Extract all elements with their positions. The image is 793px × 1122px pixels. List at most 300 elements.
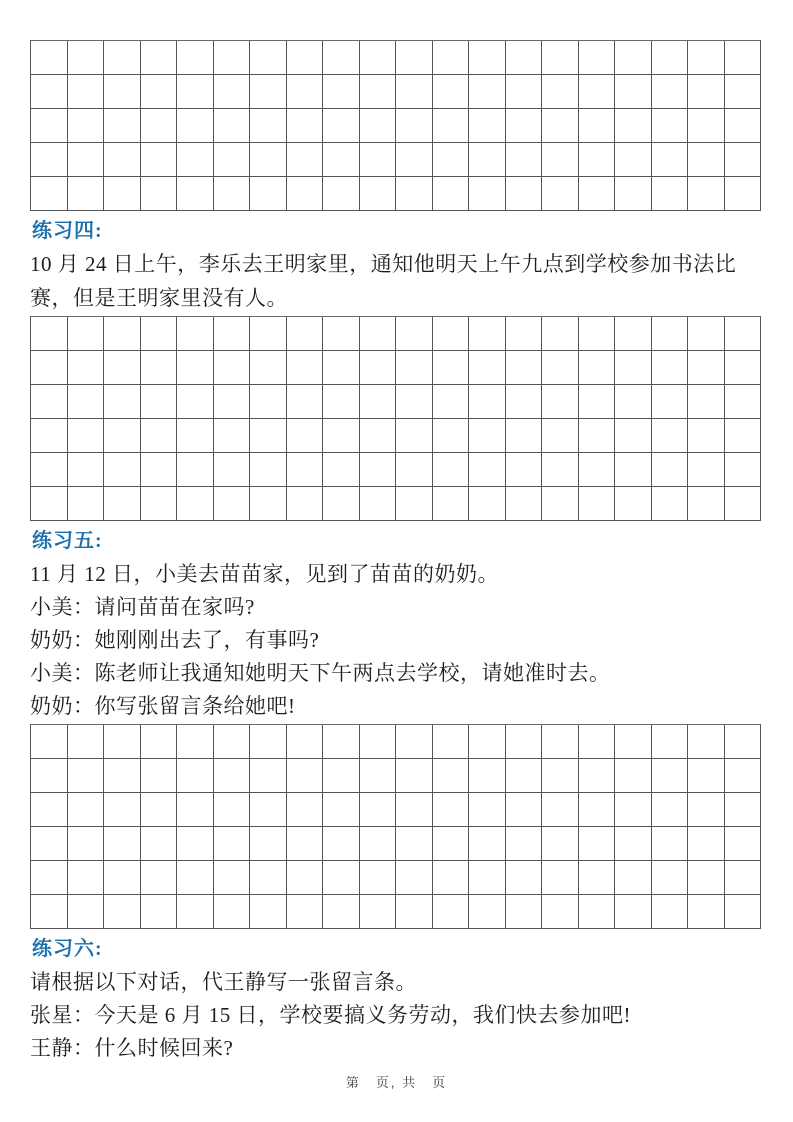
writing-cell xyxy=(579,895,616,929)
writing-cell xyxy=(104,41,141,75)
writing-cell xyxy=(396,351,433,385)
writing-cell xyxy=(506,453,543,487)
writing-cell xyxy=(31,351,68,385)
writing-cell xyxy=(250,351,287,385)
writing-cell xyxy=(68,793,105,827)
writing-cell xyxy=(433,827,470,861)
writing-cell xyxy=(725,419,762,453)
writing-cell xyxy=(68,385,105,419)
writing-cell xyxy=(360,351,397,385)
writing-cell xyxy=(68,759,105,793)
writing-cell xyxy=(725,453,762,487)
writing-cell xyxy=(615,177,652,211)
writing-cell xyxy=(433,177,470,211)
writing-cell xyxy=(177,143,214,177)
writing-cell xyxy=(141,453,178,487)
writing-cell xyxy=(688,385,725,419)
writing-cell xyxy=(688,759,725,793)
writing-cell xyxy=(725,75,762,109)
writing-cell xyxy=(725,385,762,419)
writing-cell xyxy=(506,75,543,109)
writing-cell xyxy=(579,41,616,75)
writing-cell xyxy=(542,759,579,793)
writing-cell xyxy=(360,109,397,143)
writing-cell xyxy=(506,317,543,351)
writing-cell xyxy=(323,109,360,143)
writing-cell xyxy=(287,75,324,109)
writing-cell xyxy=(141,317,178,351)
writing-grid-exercise4 xyxy=(30,316,761,521)
writing-cell xyxy=(433,41,470,75)
writing-cell xyxy=(250,725,287,759)
writing-cell xyxy=(433,861,470,895)
writing-cell xyxy=(250,385,287,419)
writing-cell xyxy=(104,75,141,109)
writing-cell xyxy=(688,351,725,385)
writing-cell xyxy=(214,41,251,75)
writing-cell xyxy=(104,827,141,861)
writing-cell xyxy=(542,487,579,521)
writing-cell xyxy=(396,41,433,75)
writing-cell xyxy=(323,419,360,453)
dialog-line: 小美：请问苗苗在家吗? xyxy=(30,595,255,619)
writing-cell xyxy=(214,453,251,487)
writing-cell xyxy=(360,895,397,929)
writing-cell xyxy=(214,317,251,351)
writing-cell xyxy=(688,109,725,143)
writing-cell xyxy=(360,827,397,861)
dialog-line: 奶奶：你写张留言条给她吧! xyxy=(30,694,296,718)
writing-cell xyxy=(177,317,214,351)
writing-cell xyxy=(287,827,324,861)
writing-cell xyxy=(542,41,579,75)
writing-cell xyxy=(214,109,251,143)
writing-cell xyxy=(469,453,506,487)
writing-cell xyxy=(433,487,470,521)
writing-cell xyxy=(141,419,178,453)
writing-cell xyxy=(141,861,178,895)
writing-cell xyxy=(250,861,287,895)
writing-cell xyxy=(652,725,689,759)
writing-cell xyxy=(469,75,506,109)
writing-cell xyxy=(615,75,652,109)
writing-cell xyxy=(542,177,579,211)
writing-cell xyxy=(542,827,579,861)
exercise4-prompt: 10 月 24 日上午，李乐去王明家里，通知他明天上午九点到学校参加书法比赛，但是王明家里没有人。 xyxy=(30,252,737,310)
writing-cell xyxy=(104,487,141,521)
writing-cell xyxy=(652,453,689,487)
writing-cell xyxy=(250,143,287,177)
writing-cell xyxy=(652,351,689,385)
writing-cell xyxy=(433,143,470,177)
writing-cell xyxy=(652,317,689,351)
writing-cell xyxy=(31,895,68,929)
writing-cell xyxy=(542,351,579,385)
writing-cell xyxy=(177,827,214,861)
writing-cell xyxy=(615,385,652,419)
writing-cell xyxy=(652,143,689,177)
writing-cell xyxy=(579,759,616,793)
writing-cell xyxy=(323,41,360,75)
writing-cell xyxy=(250,453,287,487)
writing-cell xyxy=(725,109,762,143)
writing-cell xyxy=(323,725,360,759)
writing-cell xyxy=(287,453,324,487)
writing-cell xyxy=(396,109,433,143)
writing-cell xyxy=(360,453,397,487)
writing-cell xyxy=(31,177,68,211)
writing-cell xyxy=(506,351,543,385)
writing-cell xyxy=(506,385,543,419)
writing-cell xyxy=(725,317,762,351)
writing-cell xyxy=(141,725,178,759)
writing-cell xyxy=(31,487,68,521)
writing-cell xyxy=(396,725,433,759)
writing-cell xyxy=(177,487,214,521)
writing-cell xyxy=(396,487,433,521)
writing-cell xyxy=(433,317,470,351)
writing-cell xyxy=(68,487,105,521)
writing-cell xyxy=(725,143,762,177)
writing-cell xyxy=(323,385,360,419)
writing-cell xyxy=(360,793,397,827)
writing-cell xyxy=(542,895,579,929)
writing-cell xyxy=(360,759,397,793)
writing-cell xyxy=(615,143,652,177)
writing-cell xyxy=(323,351,360,385)
writing-cell xyxy=(250,487,287,521)
writing-cell xyxy=(542,419,579,453)
exercise6-text xyxy=(30,966,767,1065)
writing-cell xyxy=(287,41,324,75)
writing-cell xyxy=(214,177,251,211)
writing-cell xyxy=(68,351,105,385)
writing-cell xyxy=(141,109,178,143)
writing-cell xyxy=(177,861,214,895)
writing-cell xyxy=(31,419,68,453)
writing-cell xyxy=(506,759,543,793)
writing-cell xyxy=(214,75,251,109)
writing-cell xyxy=(469,351,506,385)
writing-cell xyxy=(104,453,141,487)
writing-cell xyxy=(652,75,689,109)
writing-cell xyxy=(615,487,652,521)
writing-cell xyxy=(579,419,616,453)
writing-cell xyxy=(323,317,360,351)
writing-cell xyxy=(214,487,251,521)
writing-cell xyxy=(396,759,433,793)
writing-cell xyxy=(688,317,725,351)
writing-cell xyxy=(323,453,360,487)
writing-cell xyxy=(615,453,652,487)
writing-cell xyxy=(542,453,579,487)
writing-cell xyxy=(396,827,433,861)
writing-cell xyxy=(688,419,725,453)
writing-cell xyxy=(688,827,725,861)
writing-cell xyxy=(360,75,397,109)
writing-cell xyxy=(688,725,725,759)
writing-cell xyxy=(433,453,470,487)
writing-grid-top xyxy=(30,40,761,211)
writing-cell xyxy=(360,861,397,895)
writing-cell xyxy=(177,41,214,75)
writing-cell xyxy=(250,109,287,143)
writing-cell xyxy=(469,725,506,759)
writing-cell xyxy=(104,177,141,211)
dialog-line: 小美：陈老师让我通知她明天下午两点去学校，请她准时去。 xyxy=(30,661,611,685)
writing-cell xyxy=(469,759,506,793)
writing-cell xyxy=(688,861,725,895)
writing-cell xyxy=(579,385,616,419)
writing-cell xyxy=(287,351,324,385)
writing-cell xyxy=(141,895,178,929)
writing-cell xyxy=(250,41,287,75)
writing-cell xyxy=(360,725,397,759)
writing-cell xyxy=(615,109,652,143)
writing-cell xyxy=(323,827,360,861)
writing-cell xyxy=(250,317,287,351)
writing-cell xyxy=(688,75,725,109)
writing-cell xyxy=(542,793,579,827)
writing-cell xyxy=(323,895,360,929)
writing-cell xyxy=(360,177,397,211)
writing-cell xyxy=(31,725,68,759)
writing-cell xyxy=(506,487,543,521)
writing-cell xyxy=(469,895,506,929)
writing-cell xyxy=(287,143,324,177)
writing-cell xyxy=(652,487,689,521)
writing-cell xyxy=(615,419,652,453)
writing-cell xyxy=(506,109,543,143)
writing-cell xyxy=(214,827,251,861)
writing-cell xyxy=(469,419,506,453)
writing-cell xyxy=(104,317,141,351)
writing-cell xyxy=(396,143,433,177)
writing-cell xyxy=(615,827,652,861)
writing-cell xyxy=(579,143,616,177)
writing-cell xyxy=(579,827,616,861)
writing-cell xyxy=(177,895,214,929)
writing-cell xyxy=(652,41,689,75)
writing-cell xyxy=(214,143,251,177)
writing-cell xyxy=(542,75,579,109)
writing-cell xyxy=(287,317,324,351)
exercise5-text xyxy=(30,558,767,723)
writing-cell xyxy=(725,177,762,211)
writing-cell xyxy=(104,759,141,793)
writing-cell xyxy=(433,725,470,759)
writing-cell xyxy=(433,759,470,793)
writing-cell xyxy=(506,895,543,929)
writing-cell xyxy=(31,861,68,895)
writing-cell xyxy=(68,317,105,351)
writing-cell xyxy=(287,759,324,793)
writing-cell xyxy=(104,793,141,827)
writing-cell xyxy=(433,109,470,143)
writing-cell xyxy=(469,41,506,75)
writing-cell xyxy=(433,793,470,827)
writing-cell xyxy=(542,109,579,143)
writing-cell xyxy=(615,861,652,895)
writing-cell xyxy=(31,317,68,351)
writing-cell xyxy=(250,793,287,827)
writing-cell xyxy=(360,487,397,521)
writing-cell xyxy=(141,177,178,211)
writing-cell xyxy=(214,793,251,827)
writing-cell xyxy=(250,759,287,793)
writing-cell xyxy=(433,419,470,453)
writing-cell xyxy=(396,177,433,211)
page-footer: 第 页, 共 页 xyxy=(345,1075,448,1090)
writing-cell xyxy=(615,351,652,385)
writing-cell xyxy=(396,861,433,895)
writing-cell xyxy=(469,109,506,143)
writing-cell xyxy=(68,419,105,453)
writing-cell xyxy=(31,109,68,143)
writing-cell xyxy=(31,143,68,177)
writing-cell xyxy=(214,759,251,793)
writing-cell xyxy=(287,385,324,419)
writing-cell xyxy=(725,41,762,75)
writing-cell xyxy=(360,385,397,419)
writing-cell xyxy=(177,453,214,487)
writing-cell xyxy=(250,419,287,453)
writing-cell xyxy=(250,177,287,211)
writing-cell xyxy=(542,385,579,419)
writing-cell xyxy=(615,759,652,793)
writing-cell xyxy=(688,41,725,75)
writing-cell xyxy=(104,109,141,143)
writing-cell xyxy=(177,75,214,109)
exercise4-heading: 练习四: xyxy=(32,220,103,242)
writing-cell xyxy=(104,725,141,759)
writing-cell xyxy=(141,385,178,419)
writing-cell xyxy=(177,419,214,453)
writing-cell xyxy=(177,793,214,827)
writing-cell xyxy=(652,177,689,211)
writing-cell xyxy=(506,143,543,177)
writing-cell xyxy=(104,351,141,385)
writing-cell xyxy=(433,75,470,109)
writing-cell xyxy=(652,419,689,453)
writing-cell xyxy=(68,75,105,109)
writing-cell xyxy=(469,793,506,827)
writing-cell xyxy=(542,317,579,351)
writing-cell xyxy=(506,793,543,827)
writing-cell xyxy=(323,861,360,895)
writing-cell xyxy=(287,793,324,827)
writing-cell xyxy=(177,109,214,143)
writing-cell xyxy=(469,317,506,351)
writing-cell xyxy=(615,317,652,351)
writing-cell xyxy=(31,827,68,861)
writing-cell xyxy=(214,419,251,453)
writing-cell xyxy=(214,861,251,895)
writing-cell xyxy=(725,487,762,521)
writing-cell xyxy=(360,143,397,177)
writing-cell xyxy=(68,453,105,487)
writing-cell xyxy=(506,861,543,895)
writing-cell xyxy=(542,725,579,759)
writing-cell xyxy=(287,487,324,521)
writing-cell xyxy=(506,177,543,211)
writing-cell xyxy=(141,827,178,861)
writing-cell xyxy=(68,177,105,211)
writing-cell xyxy=(250,75,287,109)
writing-cell xyxy=(287,861,324,895)
dialog-line: 奶奶：她刚刚出去了，有事吗? xyxy=(30,628,320,652)
writing-cell xyxy=(652,759,689,793)
writing-cell xyxy=(31,759,68,793)
writing-cell xyxy=(688,177,725,211)
writing-cell xyxy=(688,143,725,177)
writing-grid-exercise5 xyxy=(30,724,761,929)
writing-cell xyxy=(177,759,214,793)
writing-cell xyxy=(725,725,762,759)
writing-cell xyxy=(725,759,762,793)
writing-cell xyxy=(579,75,616,109)
writing-cell xyxy=(31,385,68,419)
writing-cell xyxy=(579,351,616,385)
writing-cell xyxy=(725,861,762,895)
writing-cell xyxy=(396,895,433,929)
writing-cell xyxy=(652,109,689,143)
exercise5-heading: 练习五: xyxy=(32,530,103,552)
writing-cell xyxy=(506,725,543,759)
writing-cell xyxy=(433,895,470,929)
writing-cell xyxy=(396,75,433,109)
writing-cell xyxy=(68,143,105,177)
writing-cell xyxy=(323,487,360,521)
writing-cell xyxy=(615,41,652,75)
writing-cell xyxy=(104,419,141,453)
writing-cell xyxy=(615,725,652,759)
writing-cell xyxy=(287,109,324,143)
writing-cell xyxy=(396,793,433,827)
writing-cell xyxy=(141,793,178,827)
writing-cell xyxy=(615,895,652,929)
writing-cell xyxy=(652,793,689,827)
writing-cell xyxy=(323,75,360,109)
writing-cell xyxy=(688,453,725,487)
writing-cell xyxy=(579,453,616,487)
writing-cell xyxy=(177,725,214,759)
writing-cell xyxy=(725,827,762,861)
dialog-line: 王静：什么时候回来? xyxy=(30,1036,234,1060)
writing-cell xyxy=(68,861,105,895)
writing-cell xyxy=(323,793,360,827)
writing-cell xyxy=(725,351,762,385)
writing-cell xyxy=(579,861,616,895)
writing-cell xyxy=(141,75,178,109)
writing-cell xyxy=(542,861,579,895)
writing-cell xyxy=(688,487,725,521)
writing-cell xyxy=(104,895,141,929)
writing-cell xyxy=(396,419,433,453)
writing-cell xyxy=(31,75,68,109)
writing-cell xyxy=(323,759,360,793)
writing-cell xyxy=(469,487,506,521)
writing-cell xyxy=(31,41,68,75)
writing-cell xyxy=(469,861,506,895)
writing-cell xyxy=(141,759,178,793)
writing-cell xyxy=(615,793,652,827)
writing-cell xyxy=(214,895,251,929)
writing-cell xyxy=(725,895,762,929)
writing-cell xyxy=(141,351,178,385)
writing-cell xyxy=(469,143,506,177)
writing-cell xyxy=(177,177,214,211)
